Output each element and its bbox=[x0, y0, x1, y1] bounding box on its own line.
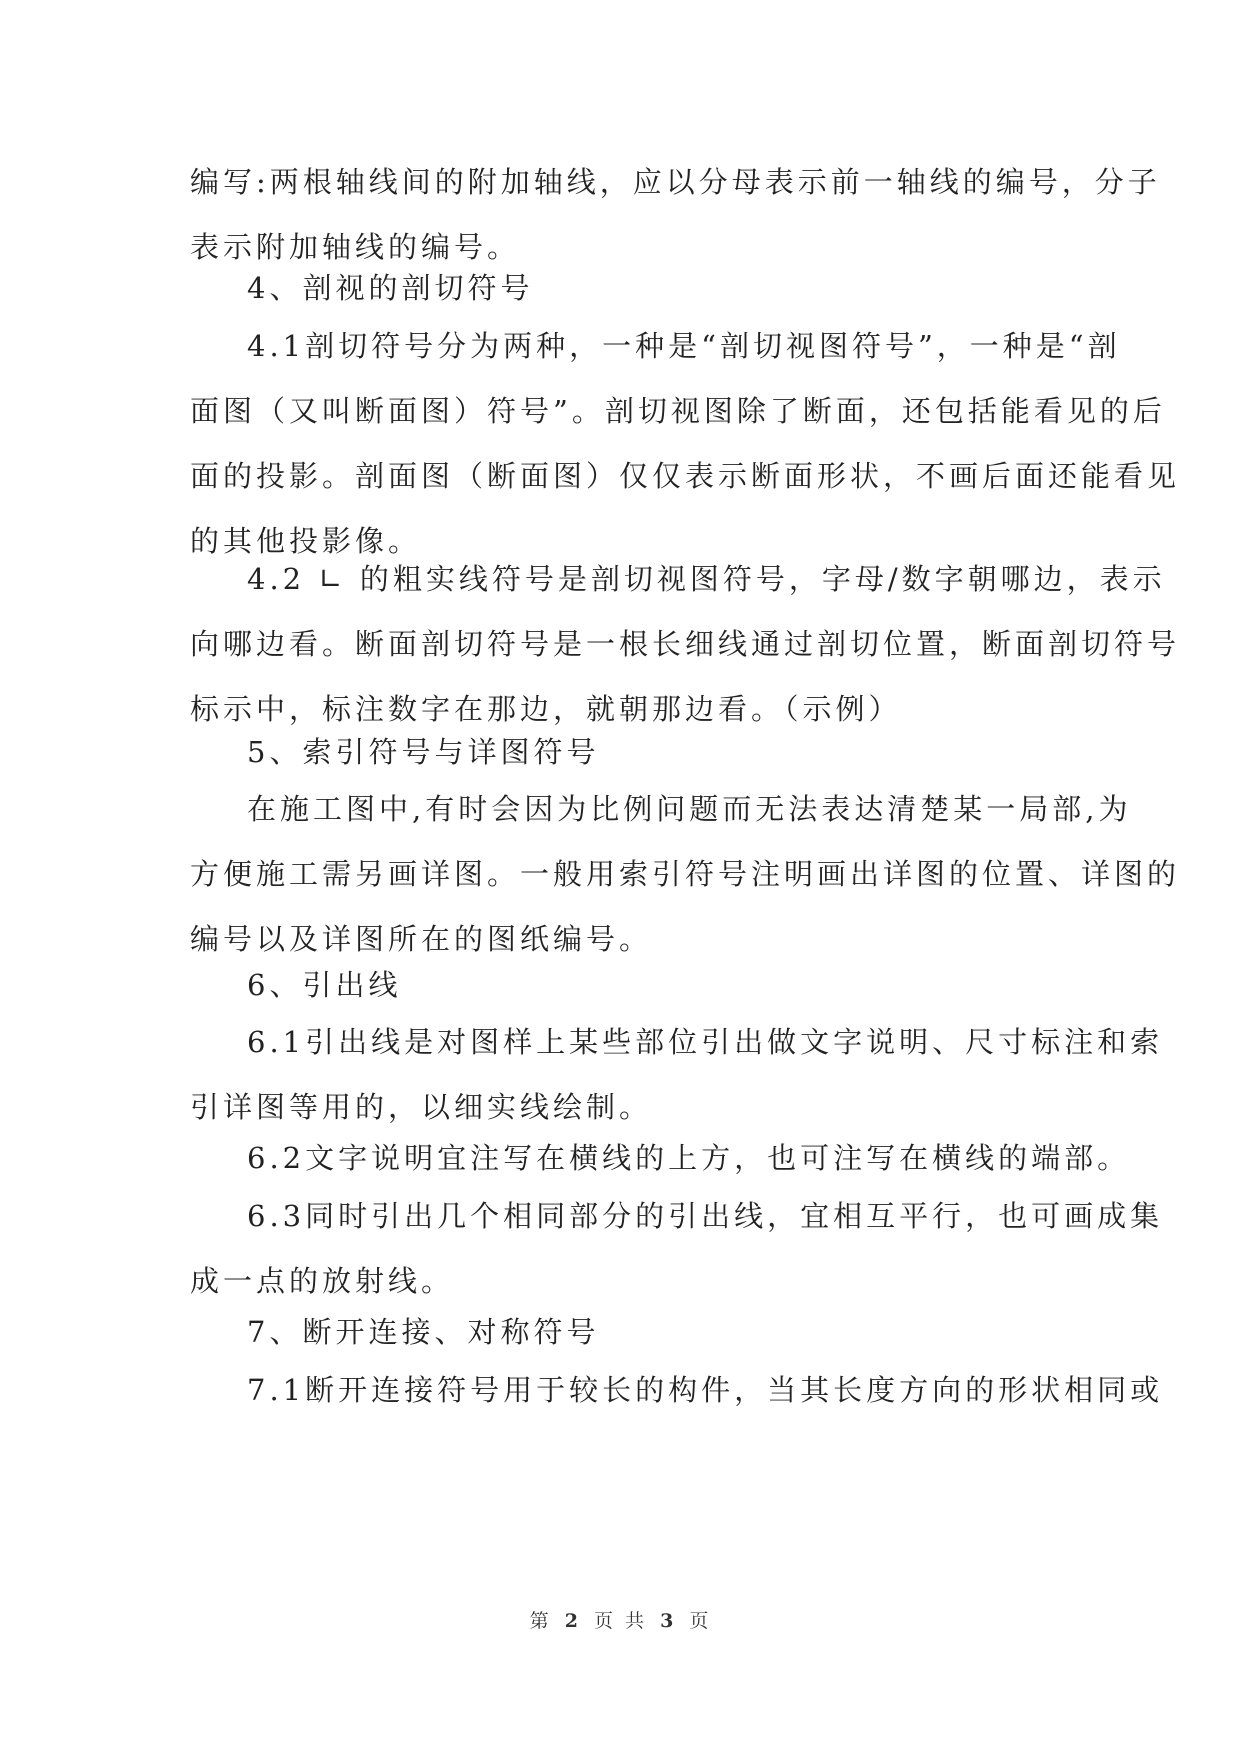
heading-section-4 bbox=[247, 256, 1127, 321]
paragraph-4-2 bbox=[190, 547, 1181, 742]
heading-section-5 bbox=[247, 720, 1127, 785]
text-line: 编号以及详图所在的图纸编号。 bbox=[190, 922, 653, 956]
section-heading: 4、剖视的剖切符号 bbox=[247, 271, 534, 305]
paragraph-6-2 bbox=[190, 1126, 1131, 1191]
footer-suffix: 页 bbox=[689, 1610, 712, 1632]
paragraph-7-1 bbox=[190, 1358, 1164, 1423]
paragraph-4-1 bbox=[190, 314, 1181, 574]
text-line: 的其他投影像。 bbox=[190, 524, 422, 558]
text-line: 成一点的放射线。 bbox=[190, 1264, 455, 1298]
current-page-number: 2 bbox=[564, 1610, 581, 1632]
footer-middle: 页 共 bbox=[593, 1610, 648, 1632]
text-line: 6.2文字说明宜注写在横线的上方，也可注写在横线的端部。 bbox=[247, 1141, 1131, 1175]
page-footer bbox=[0, 1606, 1241, 1633]
total-page-count: 3 bbox=[660, 1610, 677, 1632]
footer-prefix: 第 bbox=[529, 1610, 552, 1632]
section-heading: 7、断开连接、对称符号 bbox=[247, 1315, 600, 1349]
heading-section-7 bbox=[247, 1300, 1127, 1365]
paragraph-6-3 bbox=[190, 1184, 1164, 1314]
text-line: 标示中，标注数字在那边，就朝那边看。（示例） bbox=[190, 692, 902, 726]
text-line: 在施工图中,有时会因为比例问题而无法表达清楚某一局部,为 bbox=[247, 792, 1132, 826]
text-line: 表示附加轴线的编号。 bbox=[190, 230, 521, 264]
paragraph-6-1 bbox=[190, 1010, 1164, 1140]
text-line: 引详图等用的，以细实线绘制。 bbox=[190, 1090, 653, 1124]
text-line: 面的投影。剖面图（断面图）仅仅表示断面形状，不画后面还能看见 bbox=[190, 459, 1181, 493]
text-line: 6.3同时引出几个相同部分的引出线，宜相互平行，也可画成集 bbox=[247, 1199, 1164, 1233]
section-heading: 5、索引符号与详图符号 bbox=[247, 735, 600, 769]
text-line: 4.2 ∟ 的粗实线符号是剖切视图符号，字母/数字朝哪边，表示 bbox=[247, 562, 1166, 596]
text-line: 7.1断开连接符号用于较长的构件，当其长度方向的形状相同或 bbox=[247, 1373, 1164, 1407]
text-line: 4.1剖切符号分为两种，一种是“剖切视图符号”，一种是“剖 bbox=[247, 329, 1121, 363]
paragraph-index-symbols bbox=[190, 777, 1181, 972]
text-line: 面图（又叫断面图）符号”。剖切视图除了断面，还包括能看见的后 bbox=[190, 394, 1166, 428]
text-line: 向哪边看。断面剖切符号是一根长细线通过剖切位置，断面剖切符号 bbox=[190, 627, 1181, 661]
text-line: 编写:两根轴线间的附加轴线，应以分母表示前一轴线的编号，分子 bbox=[190, 165, 1161, 199]
heading-section-6 bbox=[247, 953, 1127, 1018]
section-heading: 6、引出线 bbox=[247, 968, 402, 1002]
text-line: 6.1引出线是对图样上某些部位引出做文字说明、尺寸标注和索 bbox=[247, 1025, 1164, 1059]
text-line: 方便施工需另画详图。一般用索引符号注明画出详图的位置、详图的 bbox=[190, 857, 1181, 891]
